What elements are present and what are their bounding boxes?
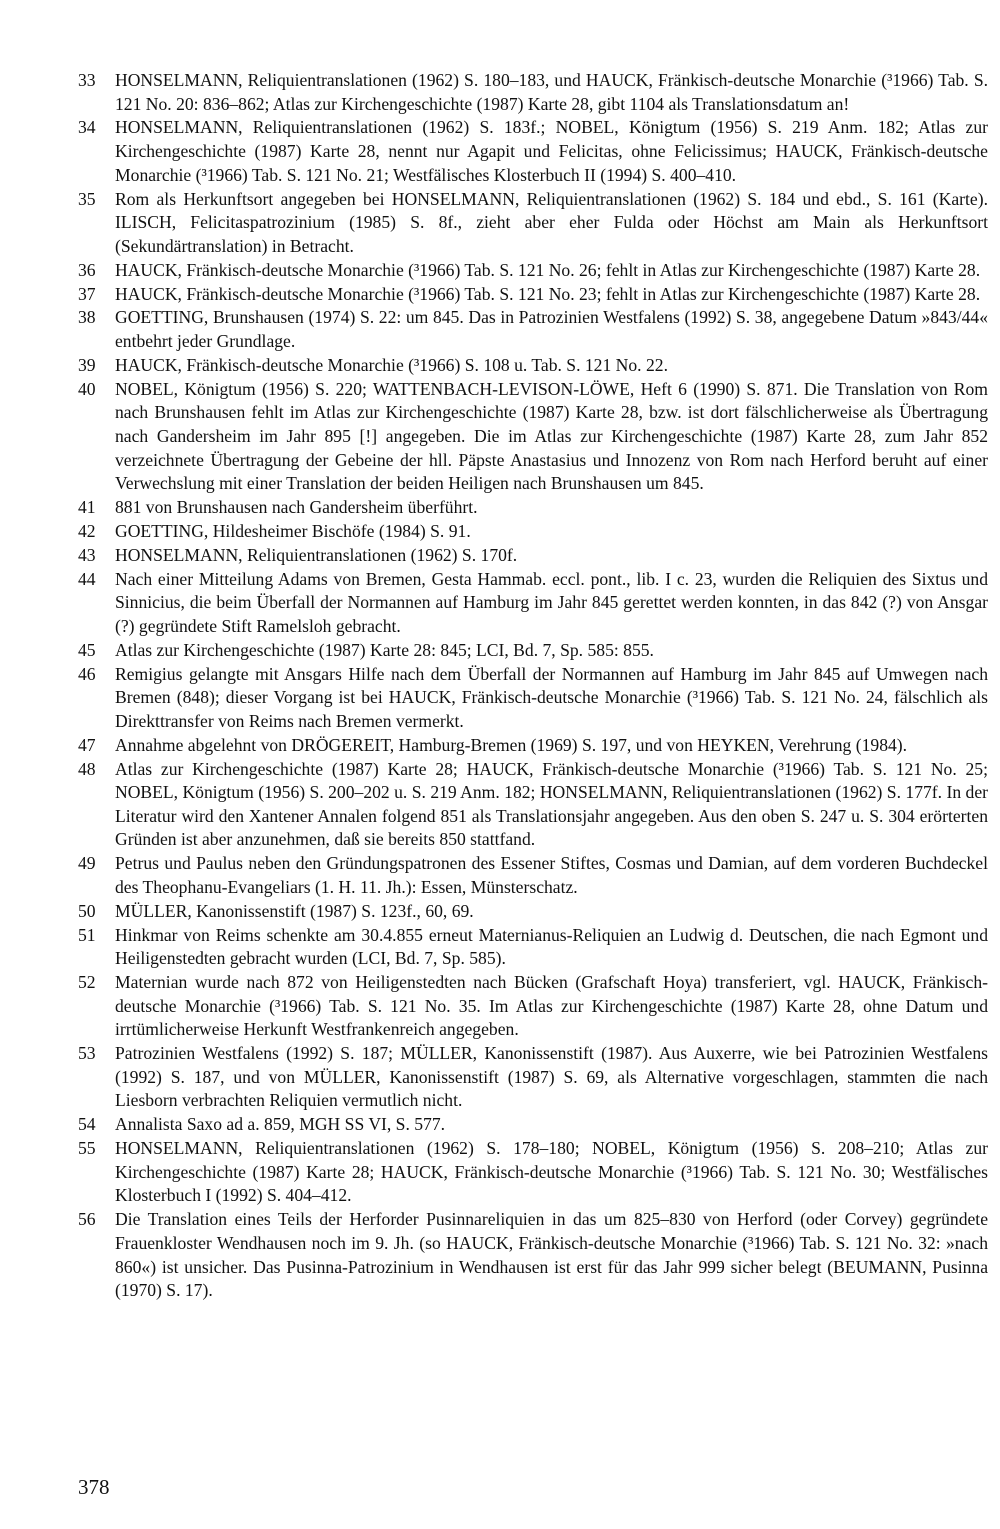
footnote bbox=[78, 188, 988, 259]
footnote-number: 43 bbox=[78, 544, 96, 565]
footnote-text: Maternian wurde nach 872 von Heiligenstedten nach Bücken (Grafschaft Hoya) transferiert, vgl. HAUCK, Fränkisch-deutsche Monarchie (³1966) Tab. S. 121 No. 35. Im Atlas zur Kirchengeschichte (1987) Karte 28, ohne Datum und irrtümlicherweise Herkunft Westfrankenreich angegeben. bbox=[115, 972, 988, 1040]
footnote-number: 38 bbox=[78, 307, 96, 328]
footnote bbox=[78, 520, 988, 544]
footnote bbox=[78, 283, 988, 307]
footnote-text: Rom als Herkunftsort angegeben bei HONSELMANN, Reliquientranslationen (1962) S. 184 und ebd., S. 161 (Karte). ILISCH, Felicitaspatrozinium (1985) S. 8f., zieht aber eher Fulda oder Höchst am Main als Herkunftsort (Sekundärtranslation) in Betracht. bbox=[115, 188, 988, 256]
footnote-text: GOETTING, Hildesheimer Bischöfe (1984) S. 91. bbox=[115, 520, 471, 541]
footnote-text: GOETTING, Brunshausen (1974) S. 22: um 845. Das in Patrozinien Westfalens (1992) S. 38, angegebene Datum »843/44« entbehrt jeder Grundlage. bbox=[115, 307, 988, 352]
footnote-text: HONSELMANN, Reliquientranslationen (1962) S. 180–183, und HAUCK, Fränkisch-deutsche Monarchie (³1966) Tab. S. 121 No. 20: 836–862; Atlas zur Kirchengeschichte (1987) Karte 28, gibt 1104 als Translationsdatum an! bbox=[115, 70, 988, 114]
footnote-text: MÜLLER, Kanonissenstift (1987) S. 123f., 60, 69. bbox=[115, 900, 474, 921]
footnote bbox=[78, 971, 988, 1042]
footnote-text: Remigius gelangte mit Ansgars Hilfe nach dem Überfall der Normannen auf Hamburg im Jahr 845 auf Umwegen nach Bremen (848); dieser Vorgang ist bei HAUCK, Fränkisch-deutsche Monarchie (³1966) Tab. S. 121 No. 24, fälschlich als Direkttransfer von Reims nach Bremen vermerkt. bbox=[115, 663, 988, 731]
footnote-text: Atlas zur Kirchengeschichte (1987) Karte 28; HAUCK, Fränkisch-deutsche Monarchie (³1966) Tab. S. 121 No. 25; NOBEL, Königtum (1956) S. 200–202 u. S. 219 Anm. 182; HONSELMANN, Reliquientranslationen (1962) S. 177f. In der Literatur wird den Xantener Annalen folgend 851 als Translationsjahr angegeben. Aus den oben S. 247 u. S. 304 erörterten Gründen ist aber anzunehmen, daß sie bereits 850 stattfand. bbox=[115, 758, 988, 850]
footnote bbox=[78, 900, 988, 924]
footnote-text: HONSELMANN, Reliquientranslationen (1962) S. 170f. bbox=[115, 544, 518, 565]
footnote bbox=[78, 116, 988, 187]
footnote-number: 41 bbox=[78, 497, 96, 518]
footnote bbox=[78, 259, 988, 283]
footnote-number: 42 bbox=[78, 520, 96, 541]
page-number: 378 bbox=[78, 1475, 110, 1499]
footnote bbox=[78, 568, 988, 639]
footnote-number: 46 bbox=[78, 663, 96, 684]
footnote bbox=[78, 1113, 988, 1137]
footnote-number: 54 bbox=[78, 1114, 96, 1135]
footnote bbox=[78, 378, 988, 496]
footnote bbox=[78, 1137, 988, 1208]
footnote bbox=[78, 69, 988, 116]
footnote bbox=[78, 663, 988, 734]
footnote bbox=[78, 306, 988, 353]
footnote-number: 35 bbox=[78, 188, 96, 209]
footnote-text: Die Translation eines Teils der Herforder Pusinnareliquien in das um 825–830 von Herford (oder Corvey) gegründete Frauenkloster Wendhausen noch im 9. Jh. (so HAUCK, Fränkisch-deutsche Monarchie (³1966) Tab. S. 121 No. 32: »nach 860«) ist unsicher. Das Pusinna-Patrozinium in Wendhausen ist erst für das Jahr 999 sicher belegt (BEUMANN, Pusinna (1970) S. 17). bbox=[115, 1209, 988, 1301]
footnote-text: Nach einer Mitteilung Adams von Bremen, Gesta Hammab. eccl. pont., lib. I c. 23, wurden die Reliquien des Sixtus und Sinnicius, die beim Überfall der Normannen auf Hamburg im Jahr 845 gerettet werden konnten, in das 842 (?) von Ansgar (?) gegründete Stift Ramelsloh gebracht. bbox=[115, 568, 988, 636]
footnote-number: 37 bbox=[78, 283, 96, 304]
footnote bbox=[78, 354, 988, 378]
footnote-number: 49 bbox=[78, 853, 96, 874]
footnote bbox=[78, 496, 988, 520]
footnote-text: Patrozinien Westfalens (1992) S. 187; MÜLLER, Kanonissenstift (1987). Aus Auxerre, wie bei Patrozinien Westfalens (1992) S. 187, und von MÜLLER, Kanonissenstift (1987) S. 69, als Alternative vorgeschlagen, stammten die nach Liesborn verbrachten Reliquien vermutlich nicht. bbox=[115, 1043, 988, 1111]
footnote-text: HAUCK, Fränkisch-deutsche Monarchie (³1966) Tab. S. 121 No. 23; fehlt in Atlas zur Kirchengeschichte (1987) Karte 28. bbox=[115, 283, 981, 304]
footnote bbox=[78, 1042, 988, 1113]
footnote bbox=[78, 734, 988, 758]
footnote-text: HONSELMANN, Reliquientranslationen (1962) S. 178–180; NOBEL, Königtum (1956) S. 208–210; Atlas zur Kirchengeschichte (1987) Karte 28; HAUCK, Fränkisch-deutsche Monarchie (³1966) Tab. S. 121 No. 30; Westfälisches Klosterbuch I (1992) S. 404–412. bbox=[115, 1138, 988, 1206]
footnote bbox=[78, 924, 988, 971]
footnote-number: 50 bbox=[78, 900, 96, 921]
footnote-text: NOBEL, Königtum (1956) S. 220; WATTENBACH-LEVISON-LÖWE, Heft 6 (1990) S. 871. Die Translation von Rom nach Brunshausen fehlt im Atlas zur Kirchengeschichte (1987) Karte 28, bzw. ist dort fälschlicherweise als Übertragung nach Gandersheim im Jahr 895 [!] angegeben. Die im Atlas zur Kirchengeschichte (1987) Karte 28, zum Jahr 852 verzeichnete Übertragung der Gebeine der hll. Päpste Anastasius und Innozenz von Rom nach Herford beruht auf einer Verwechslung mit einer Translation der beiden Heiligen nach Brunshausen um 845. bbox=[115, 378, 988, 494]
footnote-number: 39 bbox=[78, 354, 96, 375]
footnote-number: 36 bbox=[78, 259, 96, 280]
footnote bbox=[78, 639, 988, 663]
footnote-text: Atlas zur Kirchengeschichte (1987) Karte 28: 845; LCI, Bd. 7, Sp. 585: 855. bbox=[115, 639, 654, 660]
footnote-text: Annalista Saxo ad a. 859, MGH SS VI, S. 577. bbox=[115, 1114, 446, 1135]
footnote-number: 56 bbox=[78, 1209, 96, 1230]
footnote-number: 51 bbox=[78, 924, 96, 945]
footnote-number: 48 bbox=[78, 758, 96, 779]
footnote-text: HAUCK, Fränkisch-deutsche Monarchie (³1966) S. 108 u. Tab. S. 121 No. 22. bbox=[115, 354, 668, 375]
footnote-number: 40 bbox=[78, 378, 96, 399]
footnote-text: HONSELMANN, Reliquientranslationen (1962) S. 183f.; NOBEL, Königtum (1956) S. 219 Anm. 182; Atlas zur Kirchengeschichte (1987) Karte 28, nennt nur Agapit und Felicitas, ohne Felicissimus; HAUCK, Fränkisch-deutsche Monarchie (³1966) Tab. S. 121 No. 21; Westfälisches Klosterbuch II (1994) S. 400–410. bbox=[115, 117, 988, 185]
footnote-text: Hinkmar von Reims schenkte am 30.4.855 erneut Maternianus-Reliquien an Ludwig d. Deutschen, die nach Egmont und Heiligenstedten gebracht wurden (LCI, Bd. 7, Sp. 585). bbox=[115, 924, 988, 969]
footnote-number: 52 bbox=[78, 972, 96, 993]
footnote-number: 33 bbox=[78, 70, 96, 90]
footnote-text: HAUCK, Fränkisch-deutsche Monarchie (³1966) Tab. S. 121 No. 26; fehlt in Atlas zur Kirchengeschichte (1987) Karte 28. bbox=[115, 259, 981, 280]
footnote-text: 881 von Brunshausen nach Gandersheim überführt. bbox=[115, 497, 478, 518]
footnote-number: 44 bbox=[78, 568, 96, 589]
footnote-number: 45 bbox=[78, 639, 96, 660]
footnote-number: 53 bbox=[78, 1043, 96, 1064]
footnote-number: 34 bbox=[78, 117, 96, 138]
footnote-number: 47 bbox=[78, 734, 96, 755]
footnote-text: Annahme abgelehnt von DRÖGEREIT, Hamburg-Bremen (1969) S. 197, und von HEYKEN, Verehrung (1984). bbox=[115, 734, 908, 755]
footnote bbox=[78, 1208, 988, 1302]
footnote bbox=[78, 758, 988, 852]
footnote-number: 55 bbox=[78, 1138, 96, 1159]
footnote bbox=[78, 544, 988, 568]
footnote-text: Petrus und Paulus neben den Gründungspatronen des Essener Stiftes, Cosmas und Damian, auf dem vorderen Buchdeckel des Theophanu-Evangeliars (1. H. 11. Jh.): Essen, Münsterschatz. bbox=[115, 853, 988, 897]
footnote bbox=[78, 852, 988, 899]
footnotes-list bbox=[78, 69, 988, 1303]
